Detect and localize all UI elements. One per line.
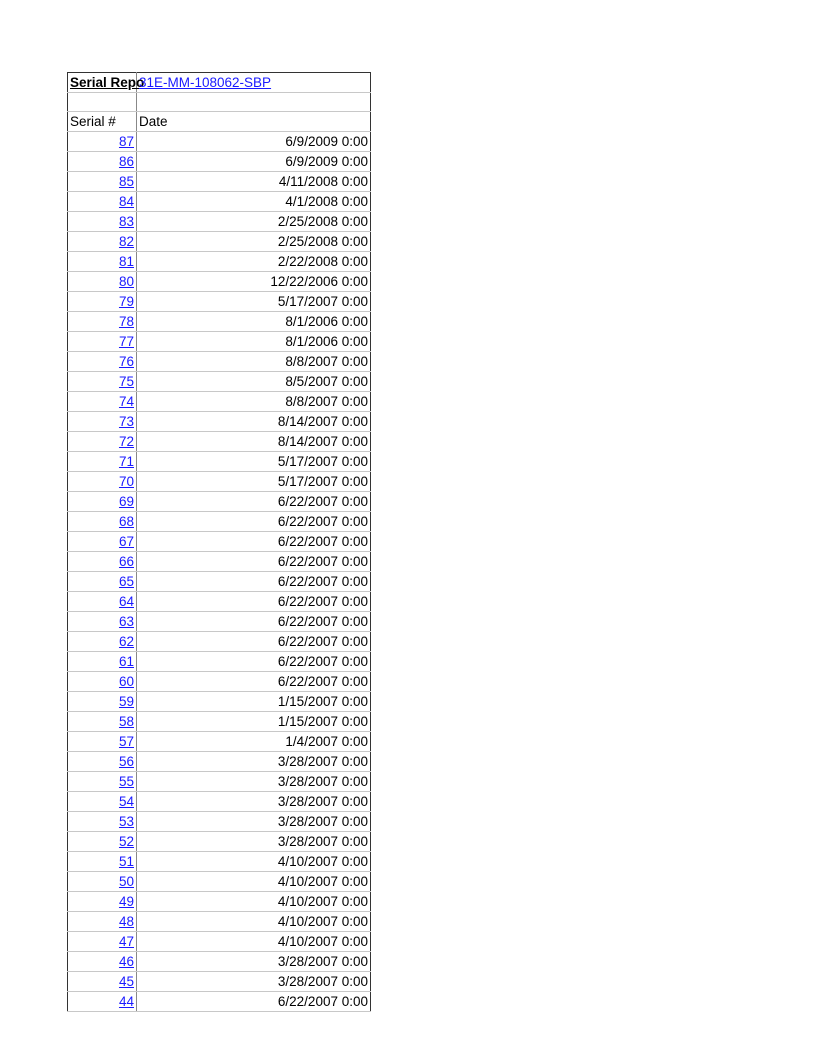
serial-link[interactable]: 69 (118, 494, 134, 510)
table-row (68, 432, 371, 452)
date-cell: 8/1/2006 0:00 (137, 332, 371, 352)
date-cell: 1/15/2007 0:00 (137, 712, 371, 732)
serial-link[interactable]: 61 (118, 654, 134, 670)
serial-link[interactable]: 82 (118, 234, 134, 250)
table-row (68, 292, 371, 312)
table-row (68, 912, 371, 932)
serial-link[interactable]: 75 (118, 374, 134, 390)
serial-link[interactable]: 56 (118, 754, 134, 770)
date-cell: 2/25/2008 0:00 (137, 232, 371, 252)
serial-column-header: Serial # (68, 112, 137, 132)
table-row (68, 272, 371, 292)
date-cell: 6/22/2007 0:00 (137, 492, 371, 512)
serial-link[interactable]: 79 (118, 294, 134, 310)
serial-link[interactable]: 72 (118, 434, 134, 450)
serial-link[interactable]: 64 (118, 594, 134, 610)
serial-link[interactable]: 65 (118, 574, 134, 590)
serial-link[interactable]: 44 (118, 994, 134, 1010)
date-cell: 6/22/2007 0:00 (137, 532, 371, 552)
date-cell: 4/10/2007 0:00 (137, 932, 371, 952)
table-row (68, 512, 371, 532)
table-row (68, 192, 371, 212)
table-row (68, 852, 371, 872)
table-row (68, 992, 371, 1012)
date-cell: 2/22/2008 0:00 (137, 252, 371, 272)
date-cell: 6/22/2007 0:00 (137, 612, 371, 632)
serial-link[interactable]: 81 (118, 254, 134, 270)
table-row (68, 412, 371, 432)
date-cell: 4/1/2008 0:00 (137, 192, 371, 212)
date-cell: 6/9/2009 0:00 (137, 132, 371, 152)
serial-link[interactable]: 58 (118, 714, 134, 730)
date-cell: 6/22/2007 0:00 (137, 652, 371, 672)
table-row (68, 872, 371, 892)
date-cell: 8/8/2007 0:00 (137, 352, 371, 372)
date-cell: 1/4/2007 0:00 (137, 732, 371, 752)
serial-link[interactable]: 80 (118, 274, 134, 290)
table-row (68, 492, 371, 512)
blank-row (68, 93, 371, 112)
serial-link[interactable]: 45 (118, 974, 134, 990)
serial-link[interactable]: 67 (118, 534, 134, 550)
table-row (68, 232, 371, 252)
table-row (68, 592, 371, 612)
table-row (68, 672, 371, 692)
date-cell: 6/22/2007 0:00 (137, 632, 371, 652)
serial-link[interactable]: 76 (118, 354, 134, 370)
serial-link[interactable]: 54 (118, 794, 134, 810)
date-cell: 6/22/2007 0:00 (137, 672, 371, 692)
serial-link[interactable]: 52 (118, 834, 134, 850)
table-row (68, 552, 371, 572)
table-row (68, 572, 371, 592)
date-cell: 8/1/2006 0:00 (137, 312, 371, 332)
date-cell: 6/9/2009 0:00 (137, 152, 371, 172)
serial-link[interactable]: 71 (118, 454, 134, 470)
table-row (68, 152, 371, 172)
table-row (68, 332, 371, 352)
column-header-row (68, 112, 371, 132)
table-row (68, 612, 371, 632)
date-cell: 5/17/2007 0:00 (137, 292, 371, 312)
date-cell: 1/15/2007 0:00 (137, 692, 371, 712)
serial-link[interactable]: 51 (118, 854, 134, 870)
table-row (68, 632, 371, 652)
serial-link[interactable]: 86 (118, 154, 134, 170)
serial-link[interactable]: 87 (118, 134, 134, 150)
serial-link[interactable]: 77 (118, 334, 134, 350)
serial-link[interactable]: 74 (118, 394, 134, 410)
table-row (68, 692, 371, 712)
serial-link[interactable]: 57 (118, 734, 134, 750)
date-cell: 3/28/2007 0:00 (137, 752, 371, 772)
table-row (68, 212, 371, 232)
serial-link[interactable]: 55 (118, 774, 134, 790)
date-cell: 6/22/2007 0:00 (137, 572, 371, 592)
report-title: Serial Repo (68, 73, 137, 93)
table-row (68, 132, 371, 152)
report-header-row (68, 73, 371, 93)
date-cell: 8/14/2007 0:00 (137, 412, 371, 432)
date-cell: 8/8/2007 0:00 (137, 392, 371, 412)
date-cell: 2/25/2008 0:00 (137, 212, 371, 232)
table-row (68, 752, 371, 772)
serial-report-table (67, 72, 371, 1012)
serial-link[interactable]: 83 (118, 214, 134, 230)
date-cell: 4/10/2007 0:00 (137, 912, 371, 932)
date-cell: 3/28/2007 0:00 (137, 952, 371, 972)
date-cell: 5/17/2007 0:00 (137, 452, 371, 472)
serial-link[interactable]: 85 (118, 174, 134, 190)
serial-link[interactable]: 68 (118, 514, 134, 530)
serial-link[interactable]: 70 (118, 474, 134, 490)
date-cell: 3/28/2007 0:00 (137, 792, 371, 812)
table-row (68, 172, 371, 192)
serial-link[interactable]: 53 (118, 814, 134, 830)
table-row (68, 832, 371, 852)
date-cell: 3/28/2007 0:00 (137, 832, 371, 852)
report-link[interactable]: 31E-MM-108062-SBP (139, 75, 272, 90)
date-cell: 8/14/2007 0:00 (137, 432, 371, 452)
table-row (68, 792, 371, 812)
date-cell: 4/11/2008 0:00 (137, 172, 371, 192)
table-row (68, 472, 371, 492)
table-row (68, 952, 371, 972)
table-row (68, 372, 371, 392)
serial-link[interactable]: 47 (118, 934, 134, 950)
table-row (68, 452, 371, 472)
table-row (68, 312, 371, 332)
table-row (68, 652, 371, 672)
serial-link[interactable]: 49 (118, 894, 134, 910)
date-cell: 6/22/2007 0:00 (137, 552, 371, 572)
date-cell: 4/10/2007 0:00 (137, 852, 371, 872)
date-cell: 4/10/2007 0:00 (137, 892, 371, 912)
table-row (68, 532, 371, 552)
serial-link[interactable]: 73 (118, 414, 134, 430)
serial-link[interactable]: 63 (118, 614, 134, 630)
table-row (68, 812, 371, 832)
table-row (68, 392, 371, 412)
table-row (68, 972, 371, 992)
serial-link[interactable]: 66 (118, 554, 134, 570)
serial-link[interactable]: 84 (118, 194, 134, 210)
serial-link[interactable]: 50 (118, 874, 134, 890)
date-cell: 3/28/2007 0:00 (137, 972, 371, 992)
serial-link[interactable]: 60 (118, 674, 134, 690)
date-cell: 6/22/2007 0:00 (137, 992, 371, 1012)
table-row (68, 892, 371, 912)
serial-link[interactable]: 62 (118, 634, 134, 650)
table-row (68, 712, 371, 732)
table-row (68, 352, 371, 372)
date-cell: 3/28/2007 0:00 (137, 812, 371, 832)
date-cell: 8/5/2007 0:00 (137, 372, 371, 392)
serial-link[interactable]: 59 (118, 694, 134, 710)
serial-link[interactable]: 46 (118, 954, 134, 970)
table-row (68, 772, 371, 792)
table-row (68, 732, 371, 752)
date-cell: 6/22/2007 0:00 (137, 592, 371, 612)
date-cell: 6/22/2007 0:00 (137, 512, 371, 532)
date-cell: 5/17/2007 0:00 (137, 472, 371, 492)
date-cell: 3/28/2007 0:00 (137, 772, 371, 792)
date-cell: 4/10/2007 0:00 (137, 872, 371, 892)
serial-link[interactable]: 48 (118, 914, 134, 930)
date-cell: 12/22/2006 0:00 (137, 272, 371, 292)
serial-link[interactable]: 78 (118, 314, 134, 330)
table-row (68, 252, 371, 272)
date-column-header: Date (137, 112, 371, 132)
table-row (68, 932, 371, 952)
